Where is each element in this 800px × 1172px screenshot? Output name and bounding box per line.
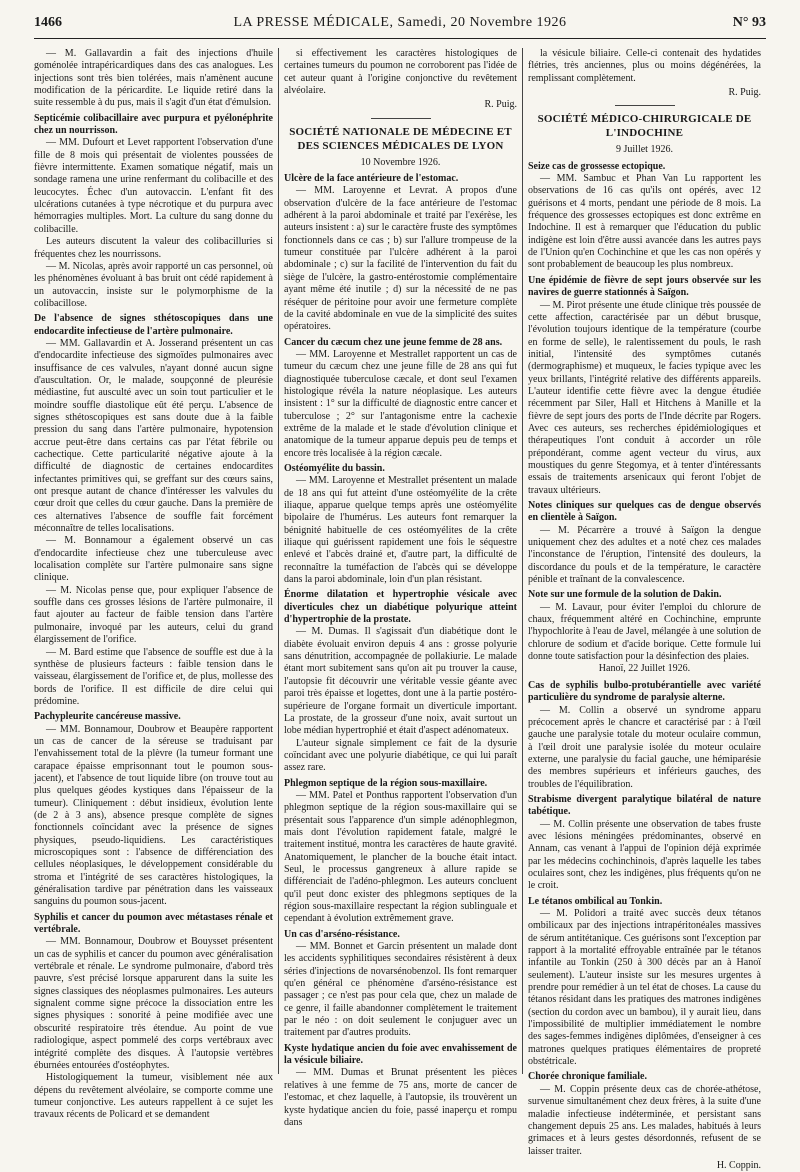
article-heading: Une épidémie de fièvre de sept jours observée sur les navires de guerre stationnés à Saïgon. <box>528 274 761 299</box>
article-heading: Le tétanos ombilical au Tonkin. <box>528 895 663 907</box>
session-date: Hanoï, 22 Juillet 1926. <box>598 663 691 675</box>
column-3 <box>522 48 766 1171</box>
article-heading: Septicémie colibacillaire avec purpura et pyélonéphrite chez un nourrisson. <box>34 112 273 137</box>
paragraph: si effectivement les caractères histologiques de certaines tumeurs du poumon ne corroborent pas l'idée de cet auteur quant à l'origine conjonctive du revêtement alvéolaire. <box>284 48 517 97</box>
paragraph: L'auteur signale simplement ce fait de la dysurie coïncidant avec une polyurie diabétique, ce qui lui paraît assez rare. <box>284 737 517 774</box>
article-heading: Chorée chronique familiale. <box>528 1071 647 1083</box>
article-heading: Phlegmon septique de la région sous-maxillaire. <box>284 777 488 789</box>
paragraph: — M. Pécarrère a trouvé à Saïgon la dengue uniquement chez des adultes et a noté chez ces malades l'inconstance de l'éruption, l'intensité des douleurs, la discordance du pouls et de la température, le caractère pénible et traînant de la convalescence. <box>528 524 761 586</box>
article-heading: De l'absence de signes sthétoscopiques dans une endocardite infectieuse de l'artère pulmonaire. <box>34 313 273 337</box>
paragraph: — MM. Dumas et Brunat présentent les pièces relatives à une femme de 75 ans, morte de cancer de l'estomac, et chez laquelle, à l'autopsie, ils trouvèrent un kyste hydatique ancien du foie, passé inaperçu et rompu dans <box>284 1067 517 1128</box>
column-2 <box>278 48 522 1128</box>
paragraph: — M. Bonnamour a également observé un cas d'endocardite infectieuse chez une tuberculeuse avec localisation complète sur l'artère pulmonaire sans signe clinique. <box>34 535 273 584</box>
section-title: SOCIÉTÉ MÉDICO-CHIRURGICALE DE L'INDOCHINE <box>537 113 752 140</box>
paragraph: — M. Polidori a traité avec succès deux tétanos ombilicaux par des injections intrapéritonéales massives de sérum antitétanique. Ces guérisons sont l'exception par rapport à la mortalité effroyable entraînée par le tétanos infantile au Tonkin (250 à 300 décès par an à Hanoï seulement). L'auteur insiste sur les mesures urgentes à prendre pour remédier à un tel état de choses. La cause du tétanos résidant dans les pratiques des matrones indigènes (section du cordon avec un bambou), il y aurait lieu, dans l'impossibilité de multiplier immédiatement le nombre des sages-femmes indigènes diplômées, d'enseigner à ces matrones quelques pratiques élémentaires de propreté obstétricale. <box>528 908 761 1068</box>
divider <box>371 118 431 119</box>
paragraph: — M. Lavaur, pour éviter l'emploi du chlorure de chaux, fréquemment altéré en Cochinchine, emprunte l'hypochlorite à l'eau de Javel, mélangée à une solution de chlorure de sodium et d'acide borique. Cette formule lui donne toute satisfaction pour la désinfection des plaies. <box>528 601 761 663</box>
article-heading: Cancer du cæcum chez une jeune femme de 28 ans. <box>284 336 503 348</box>
paragraph: — M. Collin a observé un syndrome apparu précocement après le chancre et caractérisé par : à l'œil gauche une paralysie totale du moteur oculaire commun, à l'œil droit une paralysie isolée du moteur oculaire externe, une paralysie du facial gauche, une hémiparésie des membres supérieurs et inférieurs gauches, des troubles de l'équilibration. <box>528 704 761 790</box>
article-heading: Ulcère de la face antérieure de l'estomac. <box>284 173 459 185</box>
article-columns <box>34 48 766 1171</box>
paragraph: — M. Dumas. Il s'agissait d'un diabétique dont le diabète évoluait environ depuis 4 ans : grosse polyurie sans dénutrition, accompagnée de pollakiurie. Le malade étant mort subitement sans qu'on ait pu trouver la cause, l'autopsie fit découvrir une véritable vessie géante avec paroi très épaisse et logettes, dont une à la partie postéro-supérieure de l'organe formait un diverticule important. La prostate, de la grosseur d'une noix, avait surtout un lobe médian hypertrophié et était d'aspect adénomateux. <box>284 626 517 737</box>
paragraph: — M. Nicolas pense que, pour expliquer l'absence de souffle dans ces grosses lésions de l'artère pulmonaire, il faut ajouter au facteur de faible tension dans l'artère pulmonaire, invoqué par les auteurs, celui du grand élargissement de l'orifice. <box>34 584 273 646</box>
journal-title: LA PRESSE MÉDICALE, Samedi, 20 Novembre 1926 <box>233 15 567 30</box>
article-heading: Ostéomyélite du bassin. <box>284 462 385 474</box>
paragraph: — M. Nicolas, après avoir rapporté un cas personnel, où les phénomènes évoluant à bas bruit ont cédé rapidement à un autovaccin, insiste sur le polymorphisme de la colibacillose. <box>34 260 273 309</box>
paragraph: — MM. Bonnamour, Doubrow et Beaupère rapportent un cas de cancer de la séreuse se traduisant par l'envahissement total de la plèvre (la tumeur formant une carapace épaisse emprisonnant tout le poumon sous-jacent), et l'absence de tout liquide libre (on trouve tout au plus quelques géodes kystiques dans l'épaisseur de la tumeur). Cliniquement : début insidieux, évolution lente (de 2 à 3 ans), absence presque complète de signes fonctionnels coïncidant avec la présence de signes physiques, pseudo-liquidiens. Les caractéristiques microscopiques sont : l'absence de différenciation des cellules néoplasiques, le développement considérable du stroma et l'intégrité de ses caractères histologiques, la généralisation tardive par pénétration dans les vaisseaux sanguins du poumon sous-jacent. <box>34 723 273 908</box>
session-date: 10 Novembre 1926. <box>360 156 441 168</box>
article-heading: Cas de syphilis bulbo-protubérantielle avec variété particulière du syndrome de paralysie alterne. <box>528 679 761 704</box>
page-header <box>34 12 766 39</box>
article-heading: Énorme dilatation et hypertrophie vésicale avec diverticules chez un diabétique polyurique atteint d'hypertrophie de la prostate. <box>284 589 517 626</box>
author-signature: R. Puig. <box>728 87 761 99</box>
paragraph: — MM. Bonnamour, Doubrow et Bouysset présentent un cas de syphilis et cancer du poumon avec généralisation vertébrale et rénale. Le syndrome pulmonaire, d'abord très pauvre, s'est précisé lorsque apparurent dans la suite les signes classiques des néoplasmes pulmonaires. Les auteurs signalent comme signe précoce la dissociation entre les signes physiques : sonorité à peine modifiée avec une obscurité respiratoire très étendue. Au point de vue radiologique, aspect pommelé des corps vertébraux avec intégrité complète des disques. À l'autopsie vertèbres éburnées entourées d'ostéophytes. <box>34 936 273 1071</box>
paragraph: — MM. Laroyenne et Mestrallet rapportent un cas de tumeur du cæcum chez une jeune fille de 28 ans qui fut diagnostiquée tuberculose cæcale, et dont seul l'examen histologique révéla la nature néoplasique. Les auteurs insistent : 1° sur la difficulté de diagnostic entre cancer et tuberculose ; 2° sur l'antagonisme entre la cachexie extrême de la malade et le stade d'évolution clinique et anatomique de la tumeur apparue depuis peu de temps et encore très localisée à la région cæcale. <box>284 348 517 459</box>
paragraph: Les auteurs discutent la valeur des colibacilluries si fréquentes chez les nourrissons. <box>34 236 273 260</box>
article-heading: Pachypleurite cancéreuse massive. <box>34 711 181 723</box>
article-heading: Seize cas de grossesse ectopique. <box>528 160 666 172</box>
issue-number: N° 93 <box>732 15 766 30</box>
paragraph: — M. Gallavardin a fait des injections d'huile goménolée intrapéricardiques dans des cas analogues. Les injections sont très bien tolérées, mais n'amènent aucune modification de la péricardite. Le liquide retiré dans la suite ressemble à du pus, mais il s'agit d'un état d'émulsion. <box>34 48 273 109</box>
session-date: 9 Juillet 1926. <box>616 144 673 156</box>
paragraph: — MM. Sambuc et Phan Van Lu rapportent les observations de 16 cas qu'ils ont opérés, avec 12 guérisons et 4 morts, pendant une période de 8 mois. La fréquence des grossesses ectopiques est donc extrême en Indochine. Il est à remarquer que l'éducation du public indigène est loin d'être aussi avancée dans les autres pays de l'Union qu'en Cochinchine et que les cas non opérés y sont probablement de beaucoup les plus nombreux. <box>528 173 761 271</box>
section-title: SOCIÉTÉ NATIONALE DE MÉDECINE ET DES SCIENCES MÉDICALES DE LYON <box>289 125 512 152</box>
paragraph: la vésicule biliaire. Celle-ci contenait des hydatides flétries, très anciennes, plus ou moins dégénérées, la remplissant complètement. <box>528 48 761 84</box>
page-number: 1466 <box>34 15 62 30</box>
column-1 <box>34 48 278 1121</box>
article-heading: Kyste hydatique ancien du foie avec envahissement de la vésicule biliaire. <box>284 1042 517 1067</box>
article-heading: Strabisme divergent paralytique bilatéral de nature tabétique. <box>528 793 761 818</box>
paragraph: — MM. Patel et Ponthus rapportent l'observation d'un phlegmon septique de la région sous-maxillaire qui se présentait sous l'apparence d'un simple adénophlegmon, mais dont l'évolution rapidement fatale, malgré le traitement institué, montra les caractères de haute gravité. Anatomiquement, le plancher de la bouche était intact. Seul, le processus gangreneux à allure rapide se différenciait de l'adéno-phlegmon. Les auteurs concluent qu'il peut donc exister des phlegmons septiques de la région sous-maxillaire respectant la région sublinguale et cependant à évolution extrêmement grave. <box>284 789 517 925</box>
paragraph: — M. Bard estime que l'absence de souffle est due à la synthèse de plusieurs facteurs : faible tension dans le vaisseau, élargissement de l'orifice et, de plus, mollesse des bords de l'orifice. Il est difficile de dire celui qui prédomine. <box>34 646 273 707</box>
paragraph: Histologiquement la tumeur, visiblement née aux dépens du revêtement alvéolaire, se comporte comme une tumeur conjonctive. Les auteurs rappellent à ce sujet les travaux récents de Policard et se demandent <box>34 1072 273 1121</box>
paragraph: — MM. Laroyenne et Levrat. A propos d'une observation d'ulcère de la face antérieure de l'estomac adhérent à la paroi abdominale et traité par l'exérèse, les auteurs insistent : a) sur le caractère fruste des symptômes fonctionnels dans ce cas ; b) sur l'allure trompeuse de la tumeur constituée par l'ulcère adhérent à la paroi abdominale ; c) sur la facilité de l'intervention du fait du siège de l'ulcère, la gastro-entérostomie complémentaire ayant même été inutile ; d) sur la nécessité de ne pas réséquer de péritoine pour avoir une fermeture complète de la cavité abdominale en vue de la simplicité des suites opératoires. <box>284 185 517 333</box>
paragraph: — MM. Bonnet et Garcin présentent un malade dont les accidents syphilitiques secondaires résistèrent à deux séries d'injections de novarsénobenzol. Ils font remarquer qu'en général ce phénomène d'arséno-résistance est passager ; ce n'est pas pour cela que, chez un malade de ce genre, il faille abandonner complètement le traitement par le néo : on doit seulement le conjuguer avec un traitement par d'autres produits. <box>284 941 517 1039</box>
article-heading: Syphilis et cancer du poumon avec métastases rénale et vertébrale. <box>34 911 273 936</box>
article-heading: Note sur une formule de la solution de Dakin. <box>528 589 722 601</box>
article-heading: Un cas d'arséno-résistance. <box>284 928 400 940</box>
author-signature: R. Puig. <box>484 99 517 111</box>
paragraph: — MM. Gallavardin et A. Josserand présentent un cas d'endocardite infectieuse des sigmoïdes pulmonaires avec insuffisance de ces valvules, n'ayant donné aucun signe d'auscultation. Or, le malade, soupçonné de pleurésie médiastine, fut ausculté avec un soin tout particulier et le moindre souffle diastolique eût été perçu. L'absence de signes sthétoscopiques est sans doute due à la faible pression du sang dans l'artère pulmonaire, hypotension accrue peut-être dans certains cas par l'état fébrile ou cachectique. Cette particularité négative ajoute à la difficulté de diagnostic de certaines endocardites infectantes primitives qui, se greffant sur des cœurs sains, ont presque autant de chance d'intéresser les valvules du cœur droit que celles du cœur gauche. Dans la première de ces alternatives l'absence de souffle fait forcément méconnaître de telles localisations. <box>34 337 273 535</box>
paragraph: — MM. Dufourt et Levet rapportent l'observation d'une fille de 8 mois qui présentait de violentes poussées de fièvre intermittente. Examen somatique négatif, mais un sondage ramena une urine renfermant du colibacille et des leucocytes. Échec d'un autovaccin. L'enfant fit des ulcérations cutanées à type nécrotique et du purpura avec hémorragies multiples. Mort. La culture du sang donne du colibacille. <box>34 137 273 235</box>
paragraph: — M. Pirot présente une étude clinique très poussée de cette affection, caractérisée par un début brusque, l'évolution toujours identique de la température (courbe en forme de selle), le ralentissement du pouls, le rash initial, l'intensité des symptômes cutanés (dermographisme) et muqueux, le facies typique avec les yeux brillants, l'intégrité relative des différents appareils. L'auteur identifie cette fièvre avec la dengue étudiée récemment par Siler, Hall et Hitchens à Manille et la fièvre de sept jours des ports de l'Inde décrite par Rogers. Avec ces auteurs, ses recherches épidémiologiques et thérapeutiques l'ont conduit à accorder un rôle prépondérant, comme agent vecteur du virus, aux moustiques du genre Stegomya, et à tenter d'intéressants essais de traitements arsenicaux qui feront l'objet de travaux ultérieurs. <box>528 299 761 496</box>
paragraph: — MM. Laroyenne et Mestrallet présentent un malade de 18 ans qui fut atteint d'une ostéomyélite de la crête iliaque, apparue quelque temps après une ostéomyélite bipolaire de l'humérus. Les auteurs font remarquer la bénignité habituelle de ces ostéomyélites de la crête iliaque qui guérissent rapidement une fois le séquestre enlevé et l'abcès drainé et, d'autre part, la difficulté de reconnaître la tuméfaction de l'abcès qui se développe dans la paroi abdominale, loin d'un plan résistant. <box>284 475 517 586</box>
author-signature: H. Coppin. <box>716 1159 761 1171</box>
paragraph: — M. Collin présente une observation de tabes fruste avec lésions méningées prédominantes, observé en Annam, cas venant à l'appui de l'opinion déjà exprimée par les médecins cochinchinois, d'après laquelle les tabes oculaires sont, chez les indigènes, plus fréquents qu'on ne le croit. <box>528 818 761 892</box>
paragraph: — M. Coppin présente deux cas de chorée-athétose, survenue simultanément chez deux frères, à la suite d'une maladie infectieuse indéterminée, et persistant sans changement depuis 25 ans. Les malades, habitués à leurs grimaces et à leurs gestes désordonnés, refusent de se laisser traiter. <box>528 1083 761 1157</box>
article-heading: Notes cliniques sur quelques cas de dengue observés en clientèle à Saïgon. <box>528 500 761 524</box>
divider <box>615 105 675 106</box>
